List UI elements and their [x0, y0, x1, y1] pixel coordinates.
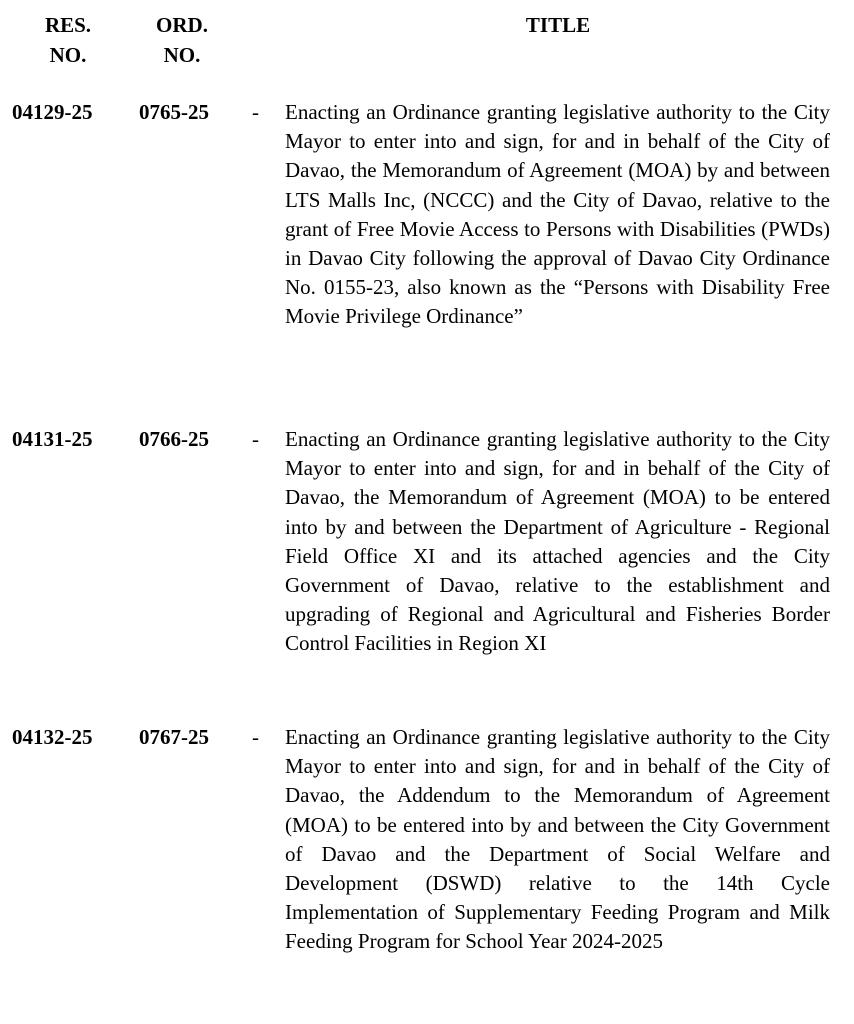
title-column-header: TITLE [525, 13, 591, 37]
ord-header-line1: ORD. [156, 13, 208, 37]
ord-no-column-header [134, 10, 230, 70]
resolution-number: 04129-25 [12, 100, 93, 124]
res-header-line2: NO. [49, 43, 87, 67]
res-no-column-header [20, 10, 116, 70]
ordinance-number: 0765-25 [139, 100, 209, 124]
ordinance-number: 0767-25 [139, 725, 209, 749]
separator-dash: - [252, 725, 259, 749]
ordinance-number: 0766-25 [139, 427, 209, 451]
res-header-line1: RES. [44, 13, 92, 37]
ord-header-line2: NO. [163, 43, 201, 67]
resolution-number: 04131-25 [12, 427, 93, 451]
ordinance-title: Enacting an Ordinance granting legislative authority to the City Mayor to enter into and sign, for and in behalf of the City of Davao, the Memorandum of Agreement (MOA) to be entered into by and between the Department of Agriculture - Regional Field Office XI and its attached agencies and the City Government of Davao, relative to the establishment and upgrading of Regional and Agricultural and Fisheries Border Control Facilities in Region XI [285, 427, 830, 656]
ordinance-title: Enacting an Ordinance granting legislative authority to the City Mayor to enter into and sign, for and in behalf of the City of Davao, the Addendum to the Memorandum of Agreement (MOA) to be entered into by and between the City Government of Davao and the Department of Social Welfare and Development (DSWD) relative to the 14th Cycle Implementation of Supplementary Feeding Program and Milk Feeding Program for School Year 2024-2025 [285, 725, 830, 954]
ordinance-title: Enacting an Ordinance granting legislative authority to the City Mayor to enter into and sign, for and in behalf of the City of Davao, the Memorandum of Agreement (MOA) by and between LTS Malls Inc, (NCCC) and the City of Davao, relative to the grant of Free Movie Access to Persons with Disabilities (PWDs) in Davao City following the approval of Davao City Ordinance No. 0155-23, also known as the “Persons with Disability Free Movie Privilege Ordinance” [285, 100, 830, 329]
separator-dash: - [252, 427, 259, 451]
separator-dash: - [252, 100, 259, 124]
resolution-number: 04132-25 [12, 725, 93, 749]
